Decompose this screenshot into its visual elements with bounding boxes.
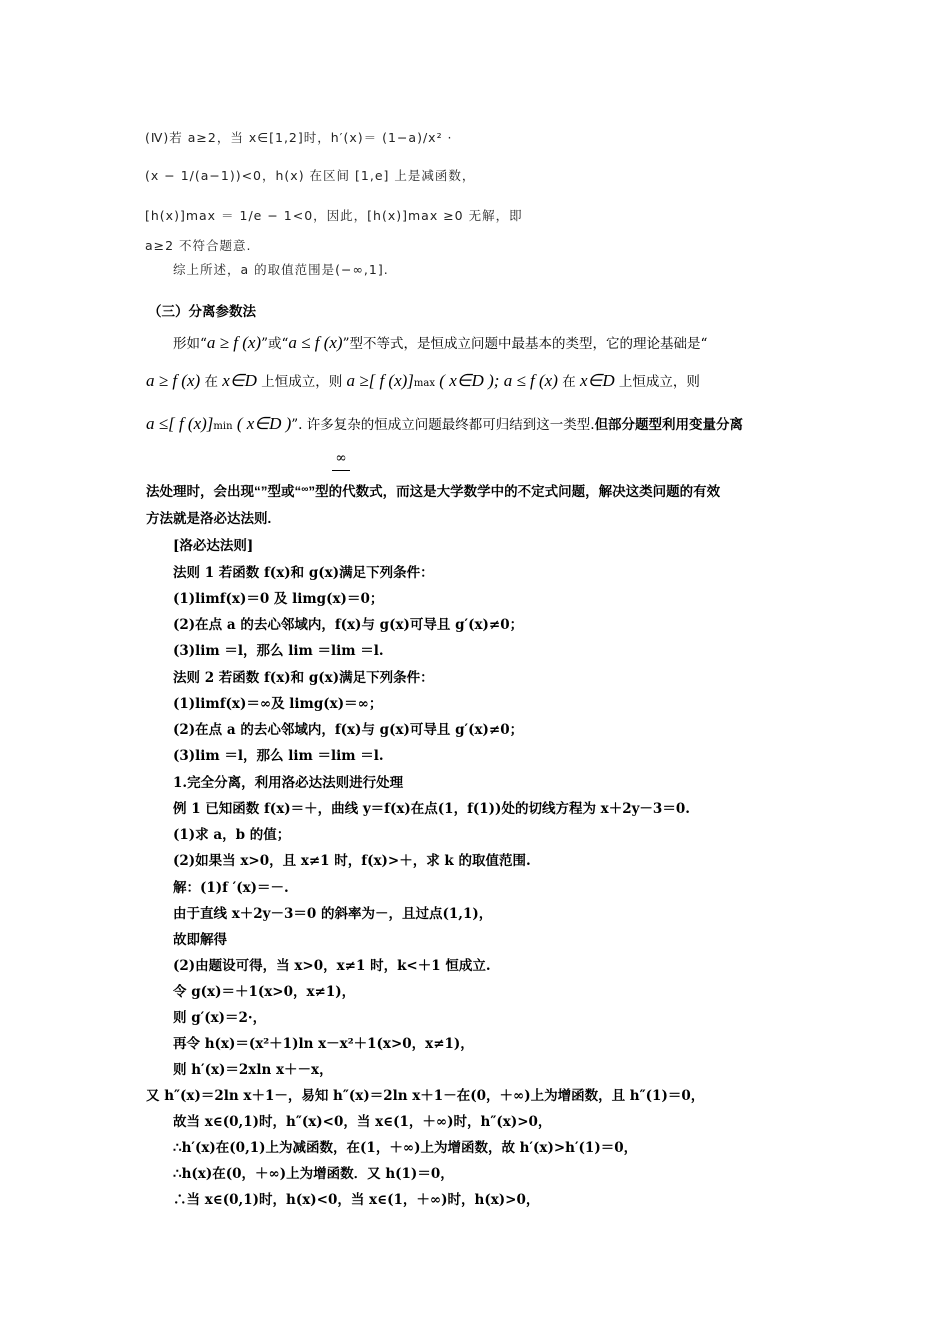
infinity-fraction-top: ∞ (335, 450, 347, 466)
text: ”或“ (261, 336, 289, 352)
formula: a ≤ f (x) (288, 333, 343, 352)
infinity-symbol: ∞ (301, 484, 309, 495)
question-2: (2)如果当 x>0，且 x≠1 时，f(x)>＋，求 k 的取值范围. (173, 853, 531, 869)
para-line-2 (146, 372, 700, 393)
formula: a ≥ f (x) (146, 371, 201, 390)
question-1: (1)求 a，b 的值； (173, 827, 291, 843)
scan-line-5: 综上所述，a 的取值范围是(−∞,1]. (173, 262, 389, 277)
scan-line-2: (x − 1/(a−1))<0，h(x) 在区间 [1,e] 上是减函数， (145, 168, 476, 183)
solution-5: 令 g(x)＝＋1(x>0，x≠1)， (173, 984, 356, 1000)
scan-line-4: a≥2 不符合题意. (145, 238, 252, 253)
rule-1: 法则 1 若函数 f(x)和 g(x)满足下列条件： (173, 565, 434, 581)
para-line-4 (146, 481, 720, 501)
text: ”型不等式，是恒成立问题中最基本的类型，它的理论基础是“ (342, 336, 708, 352)
fraction-bar (332, 470, 350, 471)
formula: ( x∈D ) (236, 414, 292, 433)
formula: ( x∈D ); (439, 371, 500, 390)
solution-9: 又 h″(x)＝2ln x＋1－，易知 h″(x)＝2ln x＋1－在(0，＋∞)上为增函数，且 h″(1)＝0， (146, 1088, 705, 1104)
formula: a ≥ f (x) (206, 333, 262, 352)
text: 在 (204, 374, 218, 390)
text: 上恒成立，则 (618, 374, 700, 390)
rule-2-cond-2: (2)在点 a 的去心邻域内，f(x)与 g(x)可导且 g′(x)≠0； (173, 722, 524, 738)
subscript: min (213, 421, 233, 432)
solution-10: 故当 x∈(0,1)时，h″(x)<0，当 x∈(1，＋∞)时，h″(x)>0， (173, 1114, 552, 1130)
solution-8: 则 h′(x)＝2xln x＋－x， (173, 1062, 333, 1078)
formula: a ≤[ f (x)] (146, 414, 214, 433)
formula: a ≤ f (x) (503, 371, 558, 390)
para-line-3 (146, 415, 743, 436)
rule-1-cond-3: (3)lim ＝l，那么 lim ＝lim ＝l. (173, 643, 384, 659)
subscript: max (413, 378, 435, 389)
rule-2-cond-1: (1)limf(x)＝∞及 limg(x)＝∞； (173, 696, 383, 712)
solution-3: 故即解得 (173, 932, 227, 948)
text: 形如“ (173, 336, 207, 352)
para-line-1 (173, 334, 707, 353)
rules-title: [洛必达法则] (173, 538, 254, 554)
text: 在 (562, 374, 576, 390)
solution-4: (2)由题设可得，当 x>0，x≠1 时，k<＋1 恒成立. (173, 958, 491, 974)
rule-1-cond-2: (2)在点 a 的去心邻域内，f(x)与 g(x)可导且 g′(x)≠0； (173, 617, 524, 633)
scan-line-3: [h(x)]max ＝ 1/e − 1<0，因此，[h(x)]max ≥0 无解，即 (145, 208, 523, 223)
text: ”型的代数式，而这是大学数学中的不定式问题，解决这类问题的有效 (308, 484, 721, 499)
section-heading: （三）分离参数法 (148, 304, 256, 319)
bold-text: 但部分题型利用变量分离 (594, 417, 744, 432)
formula: x∈D (579, 371, 615, 390)
text: 上恒成立，则 (261, 374, 343, 390)
text: ”. 许多复杂的恒成立问题最终都可归结到这一类型. (291, 417, 595, 433)
scanned-excerpt (143, 118, 523, 288)
example-1: 例 1 已知函数 f(x)＝＋，曲线 y＝f(x)在点(1，f(1))处的切线方程为 x＋2y－3＝0. (173, 801, 690, 817)
solution-12: ∴h(x)在(0，＋∞)上为增函数．又 h(1)＝0， (173, 1166, 454, 1182)
para-line-5: 方法就是洛必达法则. (146, 511, 272, 526)
rule-1-cond-1: (1)limf(x)＝0 及 limg(x)＝0； (173, 591, 384, 607)
solution-11: ∴h′(x)在(0,1)上为减函数，在(1，＋∞)上为增函数，故 h′(x)>h′(1)＝0， (173, 1140, 638, 1156)
rule-2: 法则 2 若函数 f(x)和 g(x)满足下列条件： (173, 670, 434, 686)
solution-7: 再令 h(x)＝(x²＋1)ln x－x²＋1(x>0，x≠1)， (173, 1036, 474, 1052)
scan-line-1: (Ⅳ)若 a≥2，当 x∈[1,2]时，h′(x)＝ (1−a)/x² · (145, 130, 453, 145)
solution-1: 解：(1)f ′(x)＝－. (173, 880, 289, 896)
solution-13: ∴当 x∈(0,1)时，h(x)<0，当 x∈(1，＋∞)时，h(x)>0， (173, 1192, 540, 1208)
rule-2-cond-3: (3)lim ＝l，那么 lim ＝lim ＝l. (173, 748, 384, 764)
formula: x∈D (222, 371, 257, 390)
solution-2: 由于直线 x＋2y－3＝0 的斜率为－，且过点(1,1)， (173, 906, 493, 922)
text: 法处理时，会出现“”型或“ (146, 484, 302, 499)
method-title: 1.完全分离，利用洛必达法则进行处理 (173, 775, 404, 791)
solution-6: 则 g′(x)＝2·， (173, 1010, 267, 1026)
formula: a ≥[ f (x)] (346, 371, 414, 390)
